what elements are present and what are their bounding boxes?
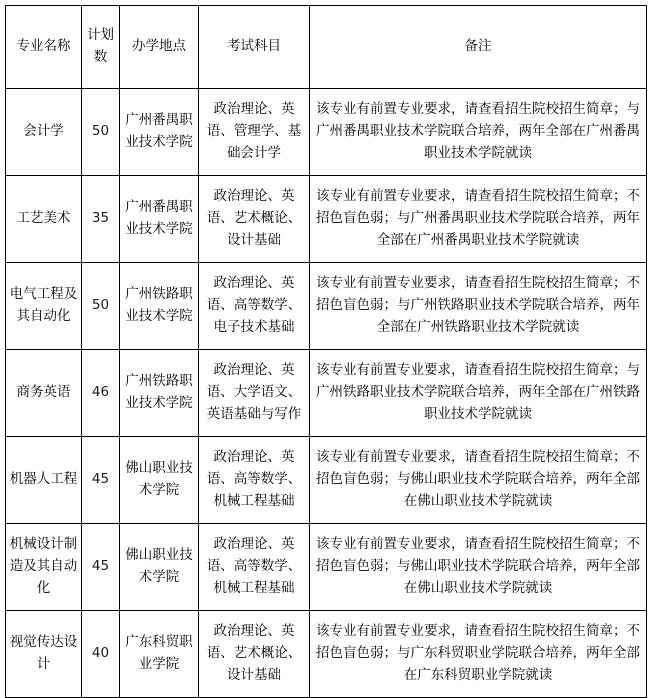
- admissions-plan-table: [5, 5, 647, 698]
- cell-plan-count: 50: [82, 89, 120, 176]
- column-header-exam-subjects: 考试科目: [199, 6, 310, 89]
- cell-exam-subjects: 政治理论、英语、艺术概论、设计基础: [199, 611, 310, 698]
- cell-exam-subjects: 政治理论、英语、艺术概论、设计基础: [199, 176, 310, 263]
- cell-major: 机械设计制造及其自动化: [6, 524, 82, 611]
- column-header-major: 专业名称: [6, 6, 82, 89]
- table-header: [6, 6, 647, 89]
- cell-plan-count: 46: [82, 350, 120, 437]
- cell-remark: 该专业有前置专业要求，请查看招生院校招生简章；与广州铁路职业技术学院联合培养，两年全部在广州铁路职业技术学院就读: [310, 350, 647, 437]
- cell-location: 广东科贸职业学院: [120, 611, 199, 698]
- table-row: [6, 89, 647, 176]
- table-row: [6, 524, 647, 611]
- cell-major: 工艺美术: [6, 176, 82, 263]
- table-row: [6, 176, 647, 263]
- cell-plan-count: 50: [82, 263, 120, 350]
- cell-remark: 该专业有前置专业要求，请查看招生院校招生简章；不招色盲色弱；与佛山职业技术学院联合培养，两年全部在佛山职业技术学院就读: [310, 524, 647, 611]
- cell-location: 广州番禺职业技术学院: [120, 89, 199, 176]
- cell-remark: 该专业有前置专业要求，请查看招生院校招生简章；与广州番禺职业技术学院联合培养，两年全部在广州番禺职业技术学院就读: [310, 89, 647, 176]
- table-body: [6, 89, 647, 698]
- cell-remark: 该专业有前置专业要求，请查看招生院校招生简章；不招色盲色弱；与广州铁路职业技术学院联合培养，两年全部在广州铁路职业技术学院就读: [310, 263, 647, 350]
- column-header-plan-count: 计划数: [82, 6, 120, 89]
- cell-plan-count: 40: [82, 611, 120, 698]
- cell-location: 佛山职业技术学院: [120, 524, 199, 611]
- cell-location: 佛山职业技术学院: [120, 437, 199, 524]
- cell-exam-subjects: 政治理论、英语、大学语文、英语基础与写作: [199, 350, 310, 437]
- cell-remark: 该专业有前置专业要求，请查看招生院校招生简章；不招色盲色弱；与广州番禺职业技术学院联合培养，两年全部在广州番禺职业技术学院就读: [310, 176, 647, 263]
- cell-remark: 该专业有前置专业要求，请查看招生院校招生简章；不招色盲色弱；与佛山职业技术学院联合培养，两年全部在佛山职业技术学院就读: [310, 437, 647, 524]
- cell-remark: 该专业有前置专业要求，请查看招生院校招生简章；不招色盲色弱；与广东科贸职业学院联合培养，两年全部在广东科贸职业学院就读: [310, 611, 647, 698]
- cell-exam-subjects: 政治理论、英语、高等数学、电子技术基础: [199, 263, 310, 350]
- cell-location: 广州铁路职业技术学院: [120, 263, 199, 350]
- cell-location: 广州番禺职业技术学院: [120, 176, 199, 263]
- cell-plan-count: 35: [82, 176, 120, 263]
- cell-major: 电气工程及其自动化: [6, 263, 82, 350]
- cell-plan-count: 45: [82, 437, 120, 524]
- cell-major: 视觉传达设计: [6, 611, 82, 698]
- cell-plan-count: 45: [82, 524, 120, 611]
- column-header-location: 办学地点: [120, 6, 199, 89]
- cell-major: 会计学: [6, 89, 82, 176]
- cell-exam-subjects: 政治理论、英语、高等数学、机械工程基础: [199, 524, 310, 611]
- cell-exam-subjects: 政治理论、英语、高等数学、机械工程基础: [199, 437, 310, 524]
- cell-major: 机器人工程: [6, 437, 82, 524]
- column-header-remark: 备注: [310, 6, 647, 89]
- table-header-row: [6, 6, 647, 89]
- table-row: [6, 350, 647, 437]
- cell-major: 商务英语: [6, 350, 82, 437]
- table-row: [6, 611, 647, 698]
- table-row: [6, 437, 647, 524]
- cell-exam-subjects: 政治理论、英语、管理学、基础会计学: [199, 89, 310, 176]
- cell-location: 广州铁路职业技术学院: [120, 350, 199, 437]
- table-row: [6, 263, 647, 350]
